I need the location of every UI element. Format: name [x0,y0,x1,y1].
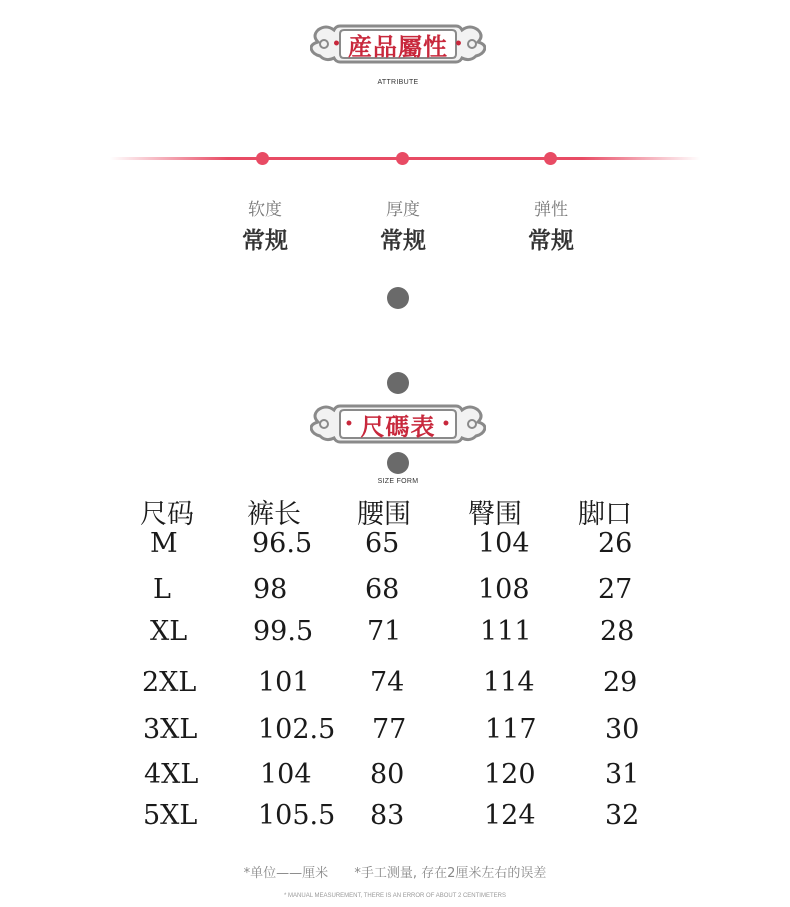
header-hip: 臀围 [468,499,522,530]
header-length: 裤长 [247,499,301,530]
timeline-dot [544,152,557,165]
table-cell: 114 [483,667,535,698]
table-cell: 30 [605,714,640,745]
timeline-dot [256,152,269,165]
table-cell: 111 [480,616,532,647]
table-cell: 4XL [144,759,199,790]
table-cell: 124 [484,800,536,831]
table-cell: 28 [600,616,635,647]
header-hem: 脚口 [578,499,632,530]
measurement-note [0,862,790,881]
table-cell: 80 [370,759,405,790]
table-cell: 102.5 [258,714,336,745]
size-subtitle: SIZE FORM [377,478,419,485]
attribute-banner [310,18,486,70]
unit-note: *单位——厘米 [243,866,329,881]
table-cell: 29 [603,667,638,698]
banner-dot-icon: • [441,416,452,432]
table-cell: XL [150,616,188,647]
attr-label-thickness: 厚度 [386,200,420,220]
table-cell: 26 [598,528,633,559]
header-waist: 腰围 [357,499,411,530]
banner-dot-icon: • [344,416,355,432]
table-cell: 3XL [143,714,198,745]
table-cell: 68 [365,574,400,605]
table-cell: 27 [598,574,633,605]
size-banner [310,398,486,450]
table-cell: 101 [258,667,310,698]
table-cell: 99.5 [253,616,314,647]
header-size: 尺码 [140,499,194,530]
table-cell: 104 [478,528,530,559]
attr-label-elasticity: 弹性 [534,200,568,220]
table-cell: L [153,574,171,605]
attribute-title: 産品屬性 [348,31,448,61]
table-cell: 83 [370,800,405,831]
attribute-subtitle: ATTRIBUTE [377,79,419,86]
divider-dot [387,287,409,309]
manual-note: *手工测量, 存在2厘米左右的误差 [354,866,547,881]
banner-dot-icon: • [332,36,342,52]
table-cell: 98 [253,574,288,605]
table-cell: 2XL [142,667,197,698]
attr-value-elasticity: 常规 [528,228,574,254]
timeline-dot [396,152,409,165]
table-cell: 104 [260,759,312,790]
table-cell: 32 [605,800,640,831]
table-cell: 71 [367,616,402,647]
attr-label-softness: 软度 [248,200,282,220]
attr-value-softness: 常规 [242,228,288,254]
table-cell: 117 [485,714,537,745]
table-cell: 96.5 [252,528,313,559]
table-cell: 77 [372,714,407,745]
table-cell: 120 [484,759,536,790]
english-note: * MANUAL MEASUREMENT, THERE IS AN ERROR OF ABOUT 2 CENTIMETERS [284,893,506,899]
table-cell: 74 [370,667,405,698]
banner-dot-icon: • [454,36,464,52]
divider-dot [387,372,409,394]
size-title: 尺碼表 [360,411,436,441]
table-cell: 65 [365,528,400,559]
table-cell: M [150,528,178,559]
attr-value-thickness: 常规 [380,228,426,254]
table-cell: 105.5 [258,800,336,831]
table-cell: 108 [478,574,530,605]
table-cell: 5XL [143,800,198,831]
divider-dot [387,452,409,474]
table-cell: 31 [605,759,640,790]
